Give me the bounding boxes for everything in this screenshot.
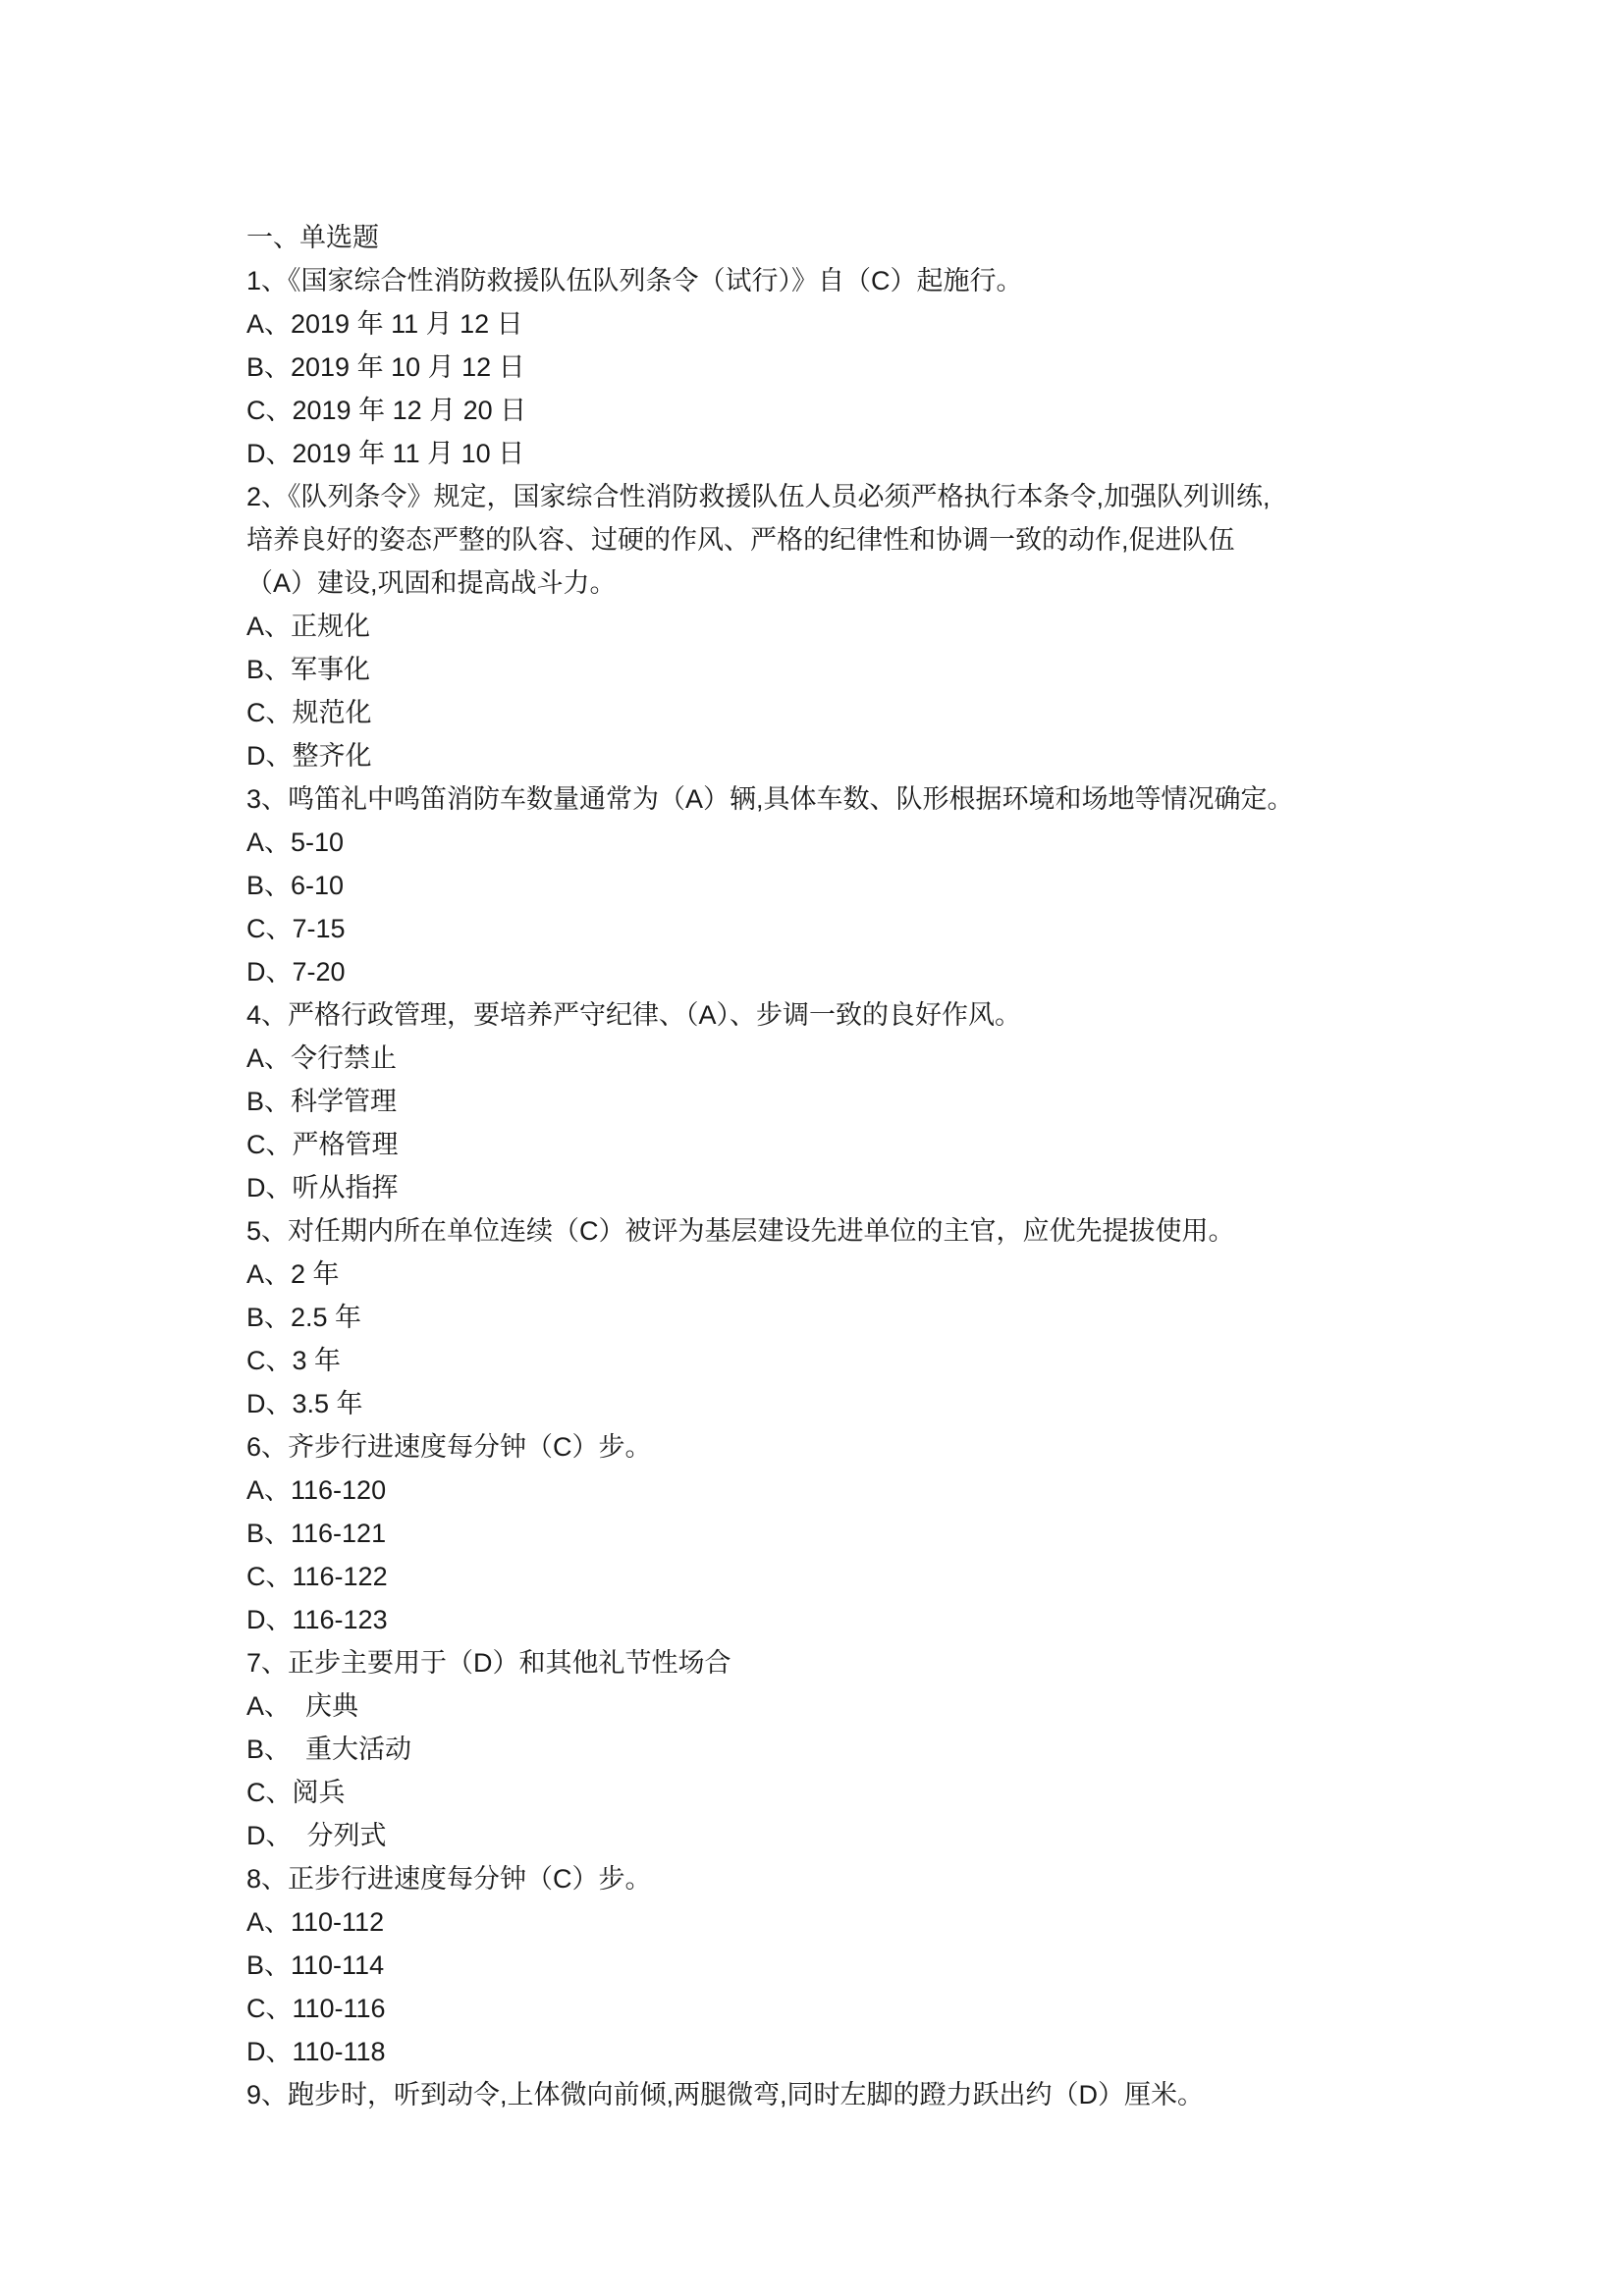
answer-option: D、116-123: [246, 1605, 388, 1634]
answer-option: D、 分列式: [246, 1821, 387, 1850]
answer-option: D、整齐化: [246, 741, 372, 771]
questions-container: [246, 259, 1395, 2116]
answer-option: A、116-120: [246, 1475, 387, 1505]
question-block: [246, 777, 1395, 993]
answer-option: C、规范化: [246, 698, 372, 727]
question-block: [246, 2073, 1395, 2116]
question-block: [246, 1857, 1395, 2073]
answer-option: B、110-114: [246, 1950, 385, 1980]
answer-option: D、3.5 年: [246, 1389, 363, 1418]
answer-option: D、110-118: [246, 2037, 386, 2066]
section-title: 一、单选题: [246, 223, 379, 252]
answer-option: A、 庆典: [246, 1691, 359, 1721]
answer-option: D、2019 年 11 月 10 日: [246, 439, 525, 468]
answer-option: B、军事化: [246, 655, 371, 684]
question-block: [246, 475, 1395, 777]
answer-option: C、阅兵: [246, 1778, 346, 1807]
answer-option: A、110-112: [246, 1907, 385, 1937]
answer-option: C、116-122: [246, 1562, 388, 1591]
answer-option: A、2019 年 11 月 12 日: [246, 309, 523, 339]
answer-option: C、7-15: [246, 914, 346, 943]
question-stem-line: （A）建设,巩固和提高战斗力。: [246, 568, 617, 598]
question-stem-line: 3、鸣笛礼中鸣笛消防车数量通常为（A）辆,具体车数、队形根据环境和场地等情况确定。: [246, 784, 1294, 814]
answer-option: C、110-116: [246, 1994, 386, 2023]
answer-option: B、科学管理: [246, 1087, 398, 1116]
answer-option: A、正规化: [246, 612, 371, 641]
answer-option: A、2 年: [246, 1259, 340, 1289]
question-list: [246, 216, 1395, 2116]
answer-option: C、严格管理: [246, 1130, 399, 1159]
question-block: [246, 1641, 1395, 1857]
answer-option: B、116-121: [246, 1519, 387, 1548]
answer-option: B、 重大活动: [246, 1735, 412, 1764]
answer-option: D、听从指挥: [246, 1173, 399, 1202]
question-stem-line: 4、严格行政管理，要培养严守纪律、（A）、步调一致的良好作风。: [246, 1000, 1022, 1030]
question-block: [246, 1209, 1395, 1425]
answer-option: A、令行禁止: [246, 1043, 398, 1073]
answer-option: C、3 年: [246, 1346, 342, 1375]
answer-option: A、5-10: [246, 828, 345, 857]
question-stem-line: 8、正步行进速度每分钟（C）步。: [246, 1864, 652, 1894]
question-block: [246, 259, 1395, 475]
question-stem-line: 2、《队列条令》规定，国家综合性消防救援队伍人员必须严格执行本条令,加强队列训练,: [246, 482, 1271, 511]
question-stem-line: 5、对任期内所在单位连续（C）被评为基层建设先进单位的主官，应优先提拔使用。: [246, 1216, 1235, 1246]
answer-option: B、2019 年 10 月 12 日: [246, 352, 525, 382]
answer-option: B、2.5 年: [246, 1303, 362, 1332]
question-stem-line: 培养良好的姿态严整的队容、过硬的作风、严格的纪律性和协调一致的动作,促进队伍: [246, 525, 1235, 555]
question-stem-line: 9、跑步时，听到动令,上体微向前倾,两腿微弯,同时左脚的蹬力跃出约（D）厘米。: [246, 2080, 1205, 2109]
answer-option: C、2019 年 12 月 20 日: [246, 396, 527, 425]
question-stem-line: 6、齐步行进速度每分钟（C）步。: [246, 1432, 652, 1462]
answer-option: D、7-20: [246, 957, 346, 987]
question-stem-line: 7、正步主要用于（D）和其他礼节性场合: [246, 1648, 731, 1678]
question-stem-line: 1、《国家综合性消防救援队伍队列条令（试行）》自（C）起施行。: [246, 266, 1023, 295]
question-block: [246, 1425, 1395, 1641]
answer-option: B、6-10: [246, 871, 345, 900]
question-block: [246, 993, 1395, 1209]
